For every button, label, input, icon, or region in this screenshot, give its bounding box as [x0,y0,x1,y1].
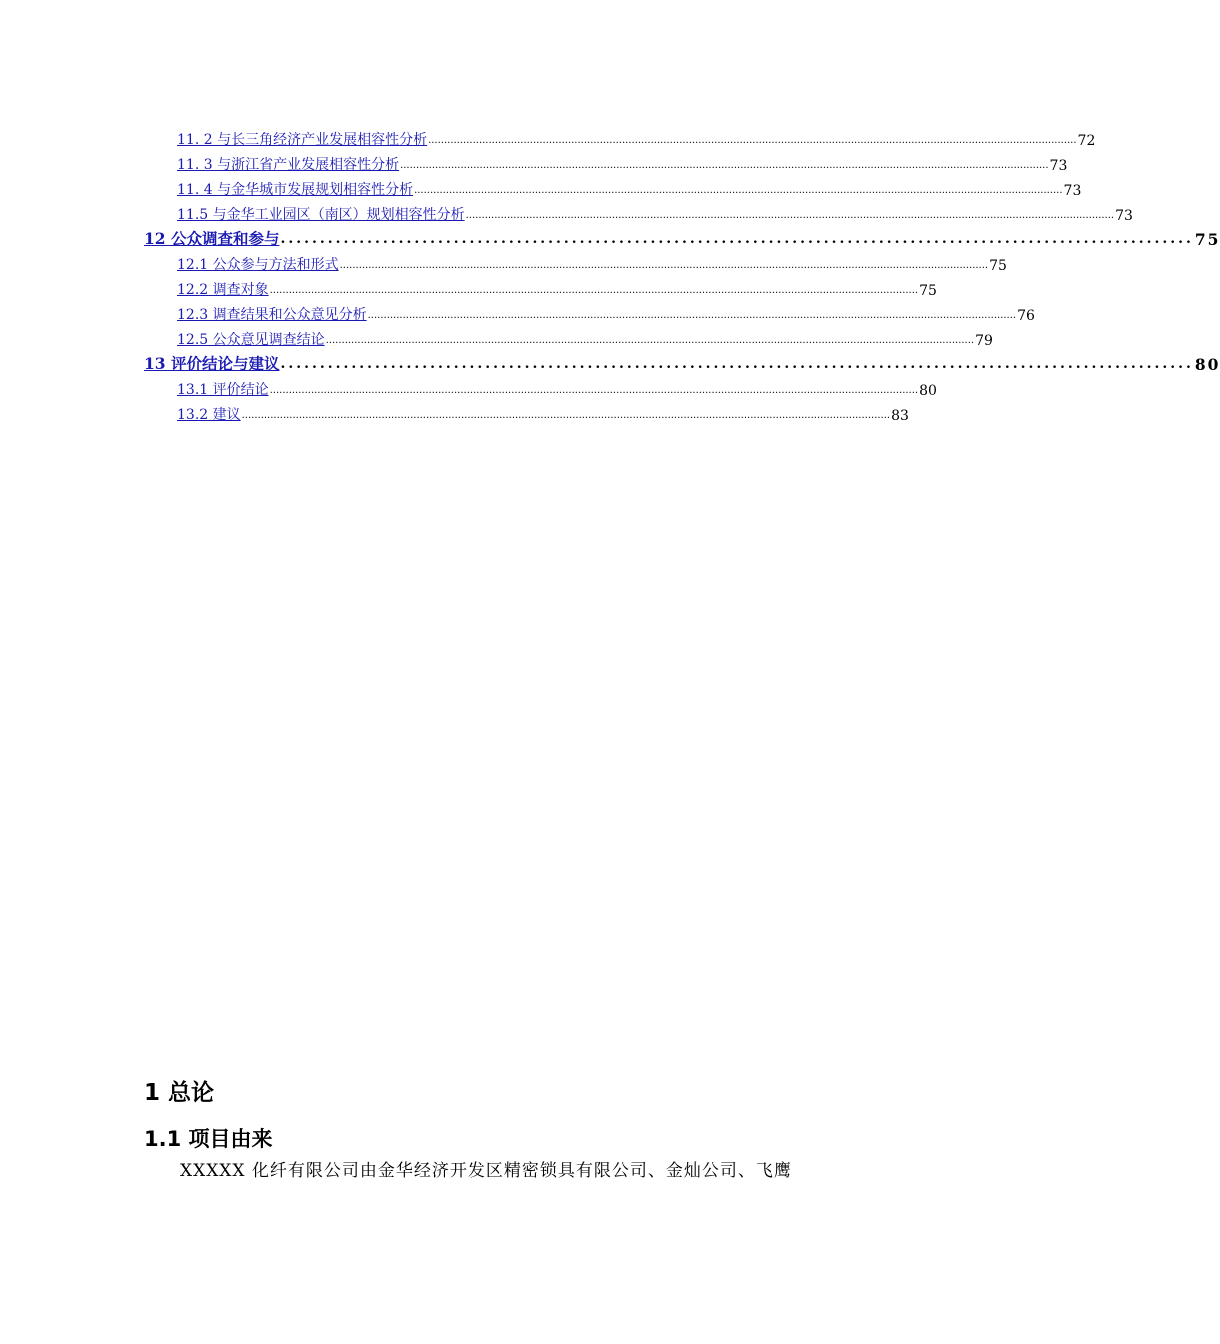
chapter-heading: 1 总论 [144,1080,215,1106]
toc-entry-label[interactable]: 12 公众调查和参与 [144,229,280,248]
toc-page-number: 75 [989,258,1007,274]
toc-entry-12-2[interactable] [0,274,950,299]
toc-entry-13-1[interactable] [0,374,950,399]
toc-leader-dots: ............................................................................................................................................................................................................ [269,385,919,396]
toc-entry-label[interactable]: 13 评价结论与建议 [144,354,280,373]
toc-page-number: 72 [1077,133,1096,149]
toc-entry-label[interactable]: 12.2 调查对象 [177,282,269,298]
toc-entry-12[interactable] [0,224,1220,249]
toc-leader-dots: ............................................................................................................................................................................................................ [465,210,1115,221]
toc-leader-dots: ............................................................................................................................................................................................................ [367,310,1017,321]
toc-entry-13-2[interactable] [0,399,950,424]
section-heading: 1.1 项目由来 [144,1127,273,1151]
toc-entry-label[interactable]: 11. 4 与金华城市发展规划相容性分析 [177,182,414,198]
toc-leader-dots: ............................................................................................................................................................................................................ [400,160,1049,171]
toc-entry-label[interactable]: 13.2 建议 [177,407,241,423]
toc-entry-label[interactable]: 12.1 公众参与方法和形式 [177,257,339,273]
toc-entry-label[interactable]: 13.1 评价结论 [177,382,269,398]
toc-entry-12-1[interactable] [0,249,1007,274]
toc-page-number: 80 [1194,355,1220,374]
toc-leader-dots: ............................................................................................................................................................................................................ [269,285,919,296]
toc-page-number: 76 [1017,308,1035,324]
toc-entry-label[interactable]: 11. 2 与长三角经济产业发展相容性分析 [177,132,428,148]
toc-entry-11-4[interactable] [0,174,1082,199]
toc-leader-dots: .................................................................................................................... [280,356,1194,372]
toc-leader-dots: ............................................................................................................................................................................................................ [241,410,891,421]
toc-page-number: 75 [919,283,937,299]
toc-page-number: 73 [1049,158,1068,174]
toc-leader-dots: ............................................................................................................................................................................................................ [414,185,1063,196]
toc-leader-dots: ............................................................................................................................................................................................................ [428,135,1077,146]
toc-entry-label[interactable]: 12.3 调查结果和公众意见分析 [177,307,367,323]
toc-leader-dots: ............................................................................................................................................................................................................ [325,335,975,346]
toc-entry-label[interactable]: 11.5 与金华工业园区（南区）规划相容性分析 [177,207,465,223]
toc-entry-11-5[interactable] [0,199,1133,224]
toc-entry-13[interactable] [0,349,1220,374]
toc-page-number: 75 [1194,230,1220,249]
toc-page-number: 80 [919,383,937,399]
toc-page-number: 73 [1115,208,1133,224]
toc-leader-dots: ............................................................................................................................................................................................................ [339,260,989,271]
toc-entry-11-3[interactable] [0,149,1068,174]
toc-entry-12-3[interactable] [0,299,1035,324]
body-paragraph: XXXXX 化纤有限公司由金华经济开发区精密锁具有限公司、金灿公司、飞鹰 [180,1161,792,1181]
toc-entry-label[interactable]: 11. 3 与浙江省产业发展相容性分析 [177,157,400,173]
toc-entry-11-2[interactable] [0,124,1096,149]
toc-page-number: 79 [975,333,993,349]
toc-leader-dots: .................................................................................................................... [280,231,1194,247]
toc-page-number: 73 [1063,183,1082,199]
toc-page-number: 83 [891,408,909,424]
toc-entry-12-5[interactable] [0,324,993,349]
toc-entry-label[interactable]: 12.5 公众意见调查结论 [177,332,325,348]
table-of-contents [0,124,1220,424]
